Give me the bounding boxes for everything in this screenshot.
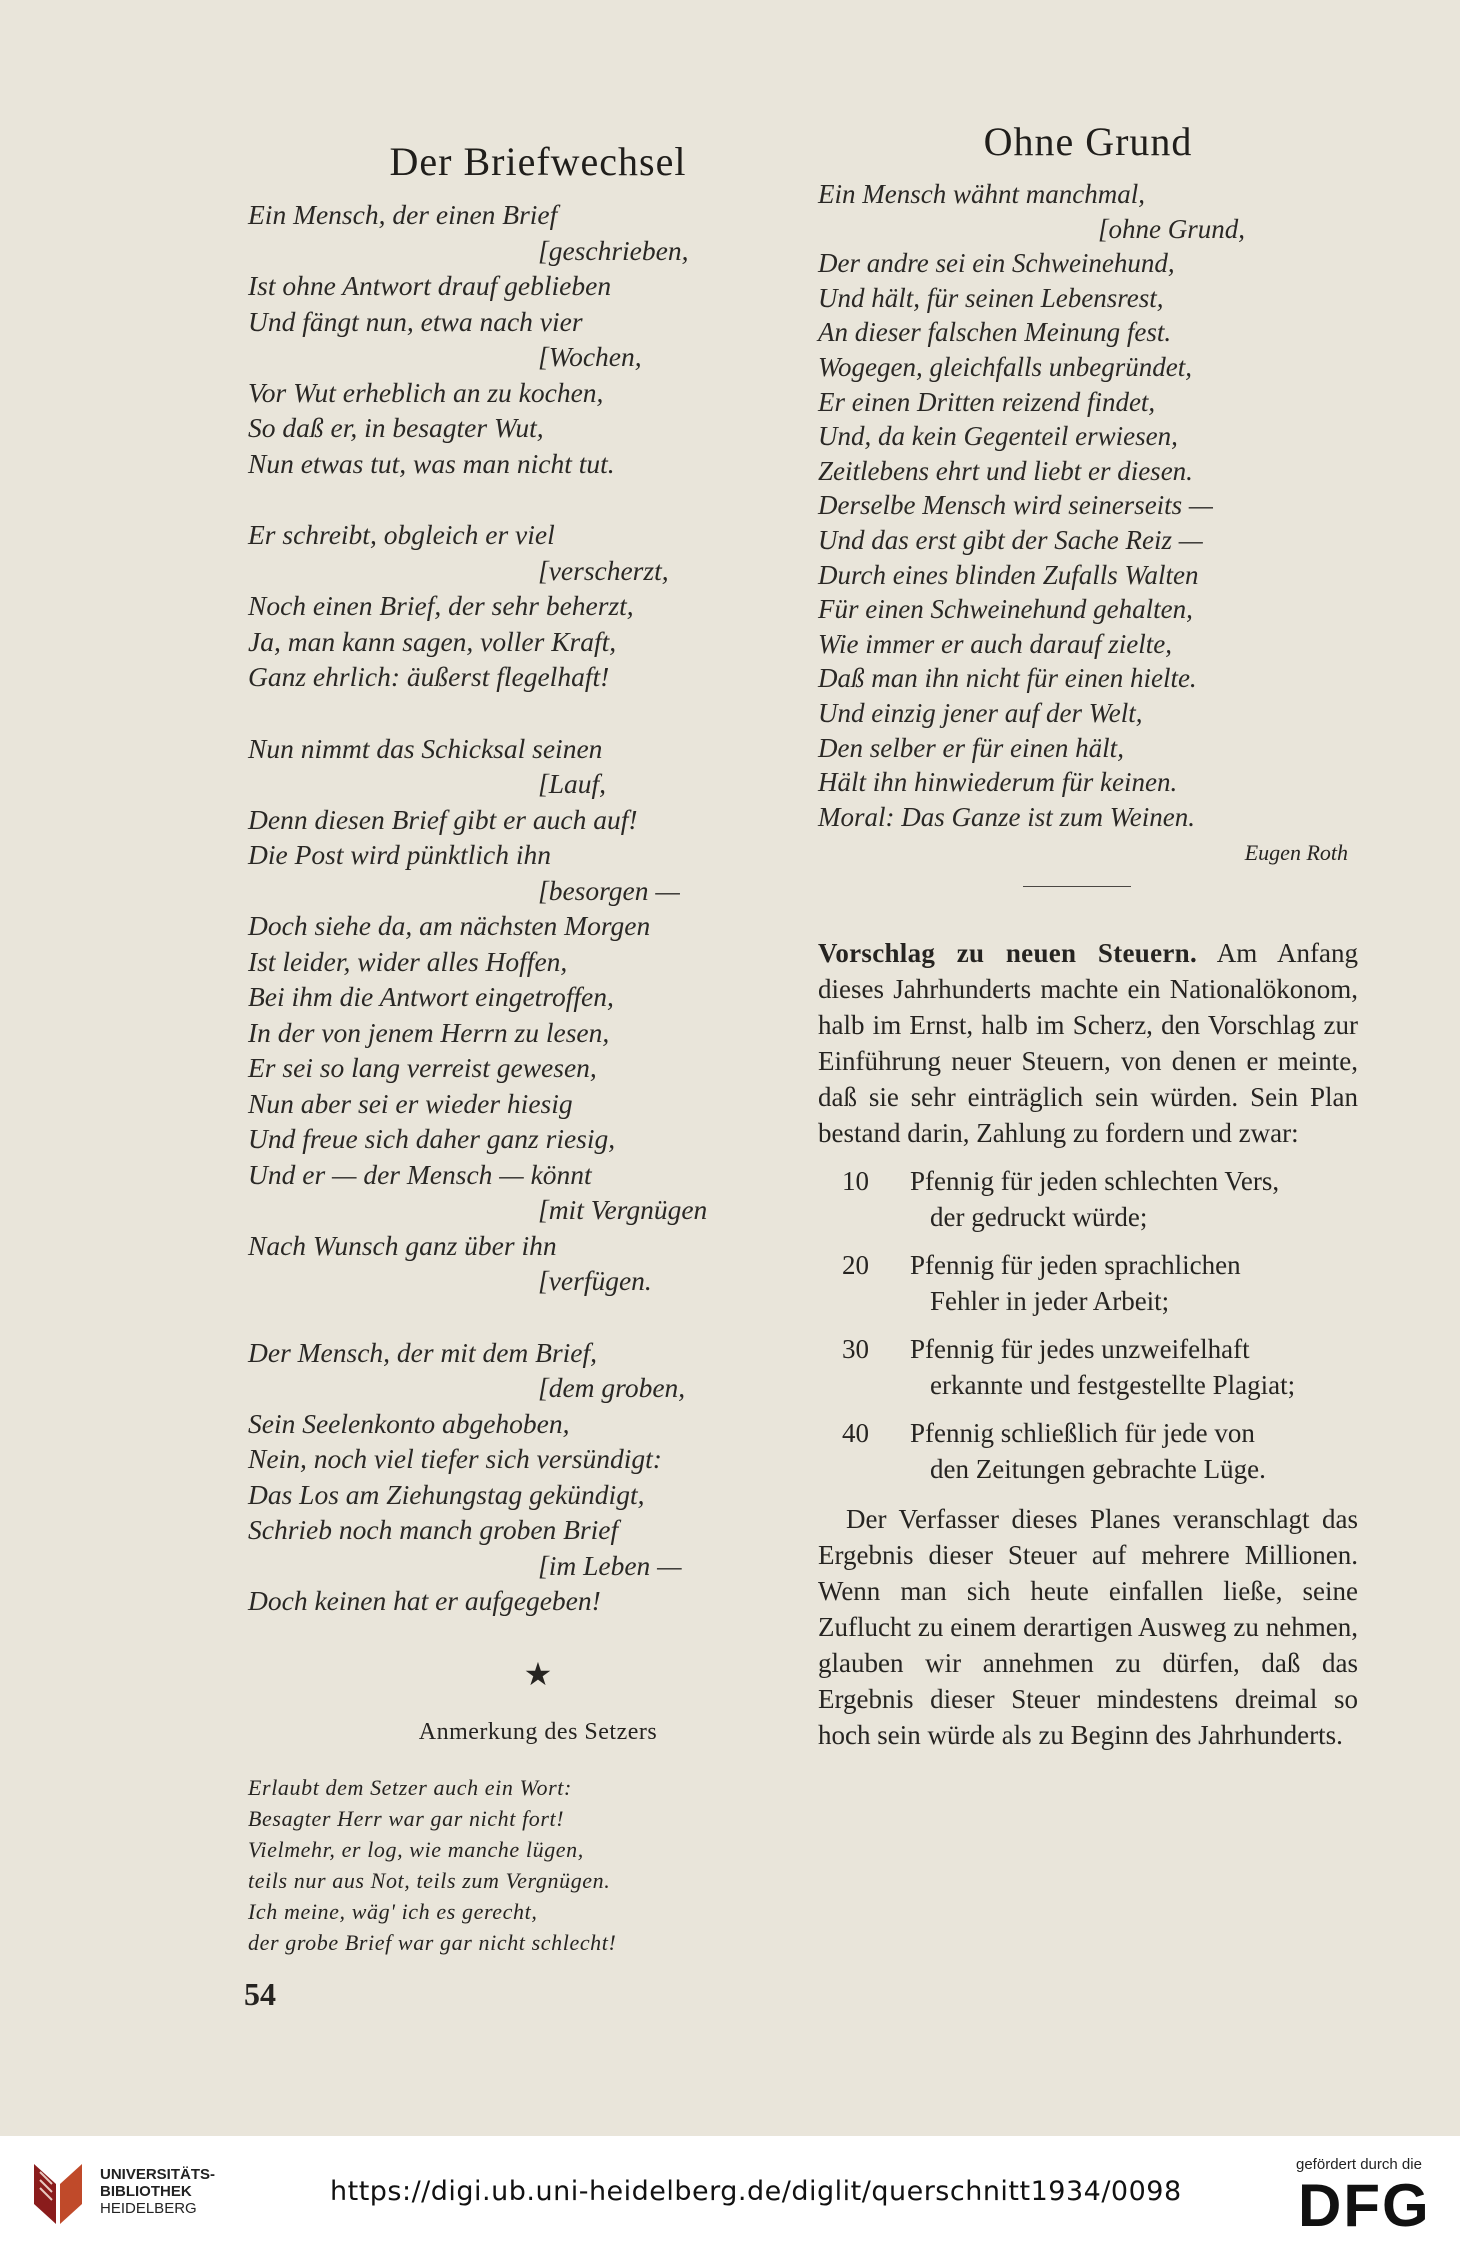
poem-line: Ganz ehrlich: äußerst flegelhaft! — [248, 661, 610, 692]
stanza — [248, 517, 788, 695]
poem-line: [geschrieben, — [538, 234, 689, 266]
tax-description: Pfennig für jeden schlechten Vers, der gedruckt würde; — [910, 1166, 1280, 1233]
poem-line: Und einzig jener auf der Welt, — [818, 697, 1143, 728]
poem-line: Wie immer er auch darauf zielte, — [818, 628, 1172, 659]
poem-line: Daß man ihn nicht für einen hielte. — [818, 663, 1197, 694]
right-poem-title: Ohne Grund — [983, 119, 1193, 164]
stanza — [248, 731, 788, 1299]
right-poem-body — [818, 177, 1358, 834]
tax-item — [818, 1331, 1358, 1403]
left-poem-title: Der Briefwechsel — [389, 139, 687, 184]
tax-amount: 40 — [842, 1418, 869, 1449]
poem-line: Das Los am Ziehungstag gekündigt, — [248, 1478, 645, 1510]
poem-line: Ein Mensch wähnt manchmal, — [818, 179, 1145, 209]
tax-amount: 30 — [842, 1334, 869, 1365]
tax-description: Pfennig schließlich für jede von den Zeitungen gebrachte Lüge. — [910, 1418, 1266, 1485]
tax-amount: 20 — [842, 1250, 869, 1281]
note-body — [248, 1772, 788, 1958]
note-line: Besagter Herr war gar nicht fort! — [248, 1805, 565, 1831]
note-title: Anmerkung des Setzers — [418, 1718, 658, 1745]
poem-line: [dem groben, — [538, 1372, 686, 1403]
article-closing: Der Verfasser dieses Planes veranschlagt das Ergebnis dieser Steuer auf mehrere Millionen. Wenn man sich heute einfallen ließe, seine Zuflucht zu einem derartigen Ausweg zu nehmen, glauben wir annehmen zu dürfen, daß das Ergebnis dieser Steuer mindestens dreimal so hoch sein würde als zu Beginn des Jahrhunderts. — [818, 1504, 1358, 1751]
poem-line: Der andre sei ein Schweinehund, — [818, 248, 1175, 279]
left-poem-body — [248, 197, 788, 1619]
permalink[interactable]: https://digi.ub.uni-heidelberg.de/diglit/querschnitt1934/0098 — [330, 2176, 1182, 2207]
tax-list — [818, 1163, 1358, 1487]
poem-line: Noch einen Brief, der sehr beherzt, — [248, 590, 634, 621]
poem-line: Und das erst gibt der Sache Reiz — — [818, 524, 1203, 555]
note-line: Erlaubt dem Setzer auch ein Wort: — [248, 1774, 572, 1800]
poem-line: Und freue sich daher ganz riesig, — [248, 1123, 616, 1154]
left-column — [248, 138, 788, 1958]
poem-line: Ist leider, wider alles Hoffen, — [248, 945, 568, 977]
stanza — [248, 1335, 788, 1619]
article-intro — [818, 935, 1358, 1151]
poem-line: [Wochen, — [538, 341, 642, 372]
poem-line: So daß er, in besagter Wut, — [248, 412, 544, 443]
article-heading: Vorschlag zu neuen Steuern. — [818, 938, 1198, 969]
library-logo-icon — [30, 2158, 88, 2228]
star-ornament: ★ — [523, 1654, 553, 1693]
section-divider — [1023, 886, 1131, 887]
tax-item — [818, 1163, 1358, 1235]
poem-line: Moral: Das Ganze ist zum Weinen. — [818, 801, 1195, 832]
poem-line: Und er — der Mensch — könnt — [248, 1158, 592, 1190]
poem-line: Doch siehe da, am nächsten Morgen — [248, 910, 651, 941]
funded-by-label: gefördert durch die — [1296, 2156, 1422, 2173]
poem-line: [im Leben — — [538, 1549, 682, 1581]
poem-line: Er einen Dritten reizend findet, — [818, 386, 1156, 417]
poem-line: Nun etwas tut, was man nicht tut. — [248, 447, 615, 479]
right-column — [818, 118, 1358, 1753]
poem-line: [ohne Grund, — [1098, 213, 1245, 244]
note-line: Ich meine, wäg' ich es gerecht, — [248, 1898, 538, 1924]
poem-line: Den selber er für einen hält, — [818, 732, 1124, 763]
poem-line: Für einen Schweinehund gehalten, — [818, 594, 1193, 625]
viewer-footer — [0, 2136, 1460, 2252]
page-number: 54 — [244, 1976, 276, 2012]
poem-line: Er sei so lang verreist gewesen, — [248, 1052, 597, 1083]
poem-line: Sein Seelenkonto abgehoben, — [248, 1407, 570, 1439]
poem-line: Und fängt nun, etwa nach vier — [248, 305, 583, 337]
article-intro-text: Am Anfang dieses Jahrhunderts machte ein Nationalökonom, halb im Ernst, halb im Scherz, den Vorschlag zur Einführung neuer Steuern, von denen er meinte, daß sie sehr einträglich sein würden. Sein Plan bestand darin, Zahlung zu fordern und zwar: — [818, 938, 1359, 1149]
poem-line: Er schreibt, obgleich er viel — [248, 519, 555, 550]
poem-line: [verscherzt, — [538, 554, 669, 586]
stanza — [248, 197, 788, 481]
poem-line: [besorgen — — [538, 874, 680, 906]
article — [818, 935, 1358, 1753]
poem-line: Zeitlebens ehrt und liebt er diesen. — [818, 455, 1193, 486]
library-name: UNIVERSITÄTS- BIBLIOTHEK HEIDELBERG — [100, 2166, 216, 2217]
poem-line: Denn diesen Brief gibt er auch auf! — [248, 803, 638, 835]
poem-line: Nein, noch viel tiefer sich versündigt: — [248, 1443, 662, 1474]
note-line: Vielmehr, er log, wie manche lügen, — [248, 1836, 584, 1862]
dfg-logo: DFG — [1298, 2172, 1431, 2239]
poem-line: Vor Wut erheblich an zu kochen, — [248, 376, 604, 408]
poem-line: Doch keinen hat er aufgegeben! — [248, 1585, 601, 1616]
poem-line: Nun nimmt das Schicksal seinen — [248, 732, 603, 764]
poem-line: Der Mensch, der mit dem Brief, — [248, 1336, 598, 1368]
poem-line: Und hält, für seinen Lebensrest, — [818, 282, 1164, 313]
tax-item — [818, 1247, 1358, 1319]
tax-description: Pfennig für jeden sprachlichen Fehler in jeder Arbeit; — [910, 1250, 1241, 1317]
poem-line: Schrieb noch manch groben Brief — [248, 1514, 619, 1545]
poem-line: Hält ihn hinwiederum für keinen. — [818, 767, 1178, 798]
poem-line: Wogegen, gleichfalls unbegründet, — [818, 351, 1192, 382]
poem-line: Bei ihm die Antwort eingetroffen, — [248, 981, 614, 1012]
tax-description: Pfennig für jedes unzweifelhaft erkannte und festgestellte Plagiat; — [910, 1334, 1296, 1401]
poem-line: Ja, man kann sagen, voller Kraft, — [248, 625, 617, 657]
poem-line: Durch eines blinden Zufalls Walten — [818, 559, 1199, 590]
poem-line: Und, da kein Gegenteil erwiesen, — [818, 421, 1178, 452]
poem-line: An dieser falschen Meinung fest. — [818, 317, 1172, 348]
tax-item — [818, 1415, 1358, 1487]
poem-line: Die Post wird pünktlich ihn — [248, 839, 551, 870]
poem-line: [mit Vergnügen — [538, 1194, 708, 1225]
poem-line: Derselbe Mensch wird seinerseits — — [818, 490, 1213, 521]
poem-line: Nun aber sei er wieder hiesig — [248, 1087, 573, 1119]
poem-line: Nach Wunsch ganz über ihn — [248, 1229, 557, 1261]
tax-amount: 10 — [842, 1166, 869, 1197]
poem-line: [Lauf, — [538, 768, 607, 799]
note-line: teils nur aus Not, teils zum Vergnügen. — [248, 1867, 611, 1893]
poem-line: Ein Mensch, der einen Brief — [248, 199, 558, 230]
note-line: der grobe Brief war gar nicht schlecht! — [248, 1929, 617, 1955]
poem-line: [verfügen. — [538, 1265, 652, 1296]
poem-line: In der von jenem Herrn zu lesen, — [248, 1016, 610, 1048]
poem-author: Eugen Roth — [1244, 840, 1348, 866]
poem-line: Ist ohne Antwort drauf geblieben — [248, 270, 612, 301]
